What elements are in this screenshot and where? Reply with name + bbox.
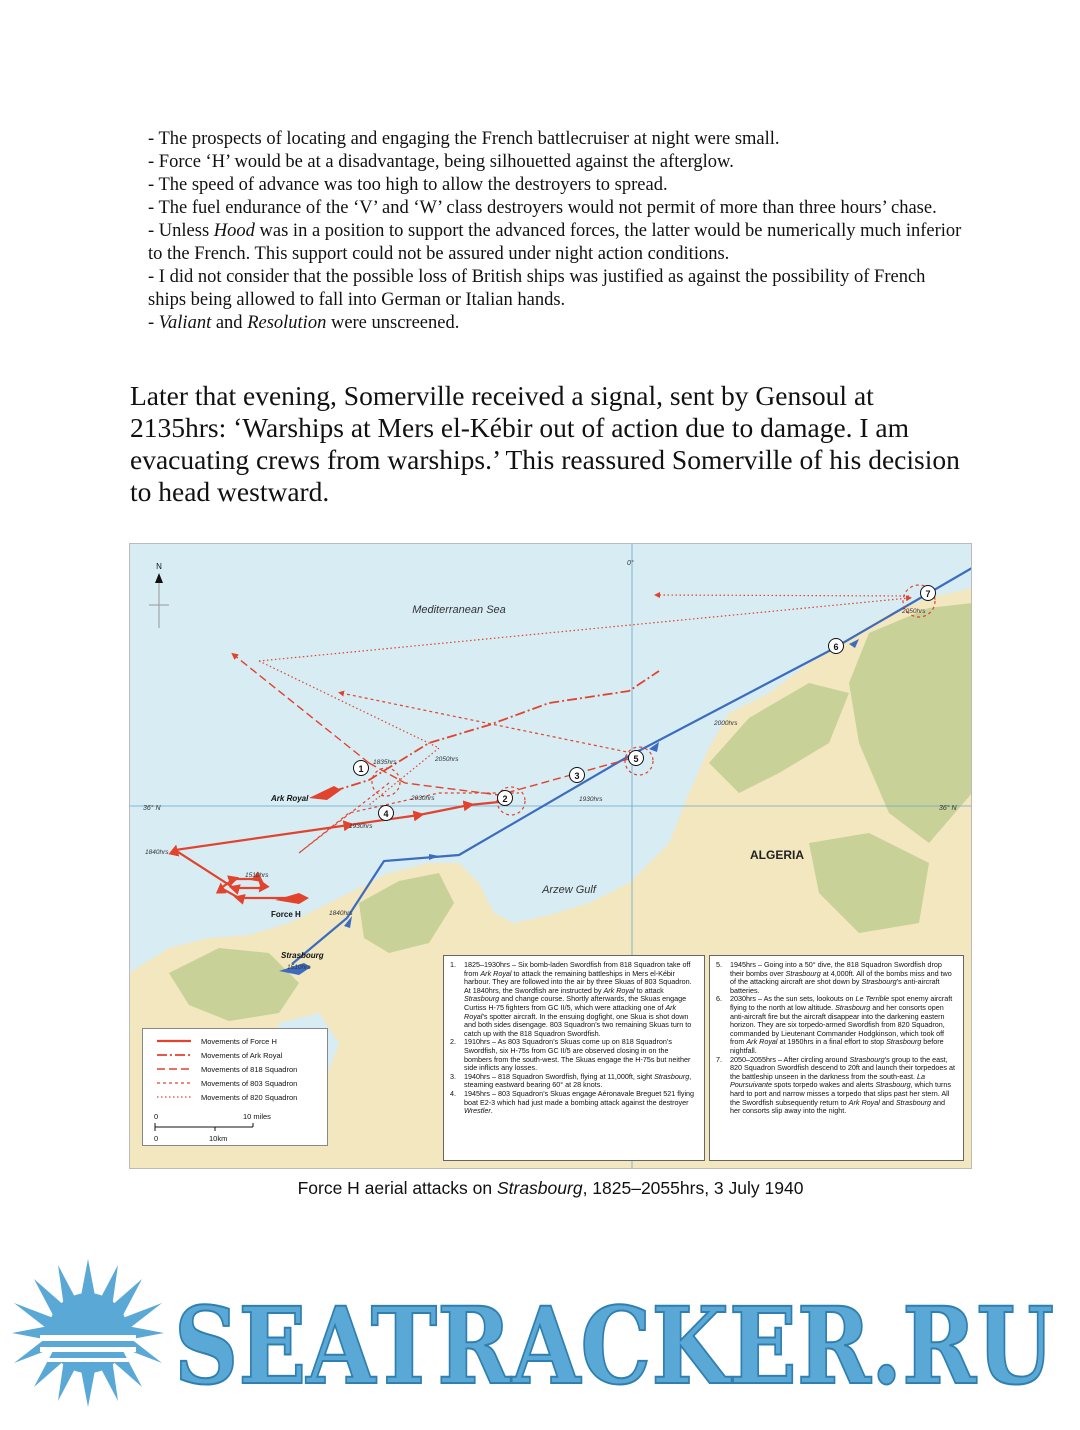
scale-label: 0: [154, 1112, 159, 1121]
note-text: 1945hrs – Going into a 50° dive, the 818 Squadron Swordfish drop their bombs over Strasbourg at 4,000ft. All of the bombs miss and two of the attacking aircraft are shot down by Strasbourg’s anti-aircraft batteries.: [730, 960, 952, 995]
watermark-logo: [0, 1255, 1080, 1425]
time-label: 1510hrs: [287, 964, 311, 971]
legend-label: Movements of Force H: [201, 1037, 277, 1046]
note-number: 6.: [716, 994, 722, 1004]
legend-label: Movements of 820 Squadron: [201, 1093, 298, 1102]
time-label: 1930hrs: [579, 796, 603, 803]
body-paragraph: Later that evening, Somerville received a signal, sent by Gensoul at 2135hrs: ‘Warships at Mers el-Kébir out of action due to damage. I am evacuating crews from warships.’ This reassured Somerville of his decision to head westward.: [130, 380, 960, 507]
scale-label: 10km: [209, 1134, 228, 1143]
note-number: 2.: [450, 1037, 456, 1047]
bullet-item: - Unless Hood was in a position to support the advanced forces, the latter would be numerically much inferior to the French. This support could not be assured under night action conditions.: [148, 221, 962, 264]
marker-number: 1: [358, 764, 364, 774]
bullet-item: - I did not consider that the possible loss of British ships was justified as against the possibility of French ships being allowed to fall into German or Italian hands.: [148, 267, 926, 310]
sun-icon: [12, 1259, 164, 1407]
map-legend: [142, 1028, 328, 1146]
notes-right: [709, 955, 964, 1161]
note-item: [716, 961, 957, 995]
note-number: 4.: [450, 1088, 456, 1098]
time-label: 2000hrs: [714, 720, 738, 727]
force-h-label: Force H: [271, 910, 301, 919]
legend-label: Movements of 818 Squadron: [201, 1065, 298, 1074]
north-label: N: [156, 562, 162, 571]
marker-number: 3: [574, 771, 580, 781]
latitude-label: 36° N: [939, 805, 957, 812]
longitude-label: 0°: [627, 560, 634, 567]
marker-5: [629, 751, 644, 766]
notes-left: [443, 955, 705, 1161]
country-label: ALGERIA: [750, 848, 804, 862]
marker-2: [498, 791, 513, 806]
note-text: 1825–1930hrs – Six bomb-laden Swordfish from 818 Squadron take off from Ark Royal to attack the remaining battleships in Mers el-Kébir harbour. They are followed into the air by three Skuas of 803 Squadron. At 1840hrs, the Swordfish are instructed by Ark Royal to attack Strasbourg and change course. Shortly afterwards, the Skuas engage Curtiss H-75 fighters from GC II/5, which were attacking one of Ark Royal’s spotter aircraft. In the ensuing dogfight, one Skua is shot down and both sides disengage. 803 Squadron’s two remaining Skuas turn to catch up with the 818 Squadron Swordfish.: [464, 960, 692, 1038]
bullet-item: - The fuel endurance of the ‘V’ and ‘W’ class destroyers would not permit of more than three hours’ chase.: [148, 198, 937, 218]
note-number: 3.: [450, 1071, 456, 1081]
figure-caption: Force H aerial attacks on Strasbourg, 1825–2055hrs, 3 July 1940: [297, 1178, 804, 1198]
marker-1: [354, 761, 369, 776]
note-text: 1945hrs – 803 Squadron’s Skuas engage Aéronavale Breguet 521 flying boat E2-3 which had just made a bombing attack against the destroyer Wrestler.: [464, 1088, 695, 1116]
scale-label: 10 miles: [243, 1112, 271, 1121]
legend-svg: [143, 1029, 329, 1147]
legend-label: Movements of Ark Royal: [201, 1051, 283, 1060]
note-item: [450, 1073, 698, 1090]
gulf-label: Arzew Gulf: [542, 884, 596, 896]
watermark-text: SEATRACKER.RU: [174, 1283, 1054, 1408]
note-text: 2030hrs – As the sun sets, lookouts on Le Terrible spot enemy aircraft flying to the north at low altitude. Strasbourg and her consorts open anti-aircraft fire but the aircraft disappear into the darkening eastern horizon. They are six torpedo-armed Swordfish from 820 Squadron, commanded by Lieutenant Commander Hodgkinson, which took off from Ark Royal at 1950hrs in a final effort to stop Strasbourg before nightfall.: [730, 994, 953, 1055]
marker-7: [921, 586, 936, 601]
note-item: [716, 1056, 957, 1116]
quoted-reasons-list: [148, 128, 968, 335]
note-item: [450, 1038, 698, 1072]
marker-number: 5: [633, 754, 639, 764]
time-label: 1840hrs: [329, 910, 353, 917]
marker-number: 4: [383, 809, 389, 819]
marker-6: [829, 639, 844, 654]
time-label: 2050hrs: [902, 608, 926, 615]
bullet-item: - The prospects of locating and engaging the French battlecruiser at night were small.: [148, 129, 780, 149]
note-text: 2050–2055hrs – After circling around Strasbourg’s group to the east, 820 Squadron Swordfish descend to 20ft and launch their torpedoes at the battleship unseen in the darkness from the south-east. La Poursuivante spots torpedo wakes and alerts Strasbourg, which turns hard to port and narrow misses a torpedo that slips past her stern. All the Swordfish subsequently return to Ark Royal and Strasbourg and her consorts slip away into the night.: [730, 1054, 955, 1116]
strasbourg-label: Strasbourg: [281, 951, 324, 960]
note-number: 1.: [450, 960, 456, 969]
note-number: 7.: [716, 1054, 722, 1064]
time-label: 2030hrs: [411, 795, 435, 802]
note-text: 1940hrs – 818 Squadron Swordfish, flying at 11,000ft, sight Strasbourg, steaming eastward bearing 60° at 28 knots.: [464, 1071, 692, 1090]
note-item: [716, 995, 957, 1055]
marker-4: [379, 806, 394, 821]
note-number: 5.: [716, 960, 722, 969]
time-label: 1930hrs: [349, 823, 373, 830]
note-item: [450, 961, 698, 1038]
marker-number: 7: [925, 589, 931, 599]
note-item: [450, 1090, 698, 1116]
legend-label: Movements of 803 Squadron: [201, 1079, 298, 1088]
map-figure: [129, 543, 972, 1169]
marker-number: 6: [833, 642, 839, 652]
time-label: 2050hrs: [435, 756, 459, 763]
latitude-label: 36° N: [143, 805, 161, 812]
time-label: 1510hrs: [245, 872, 269, 879]
bullet-item: - The speed of advance was too high to allow the destroyers to spread.: [148, 175, 668, 195]
marker-number: 2: [502, 794, 508, 804]
bullet-item: - Valiant and Resolution were unscreened.: [148, 313, 460, 333]
bullet-item: - Force ‘H’ would be at a disadvantage, being silhouetted against the afterglow.: [148, 152, 734, 172]
sea-label: Mediterranean Sea: [412, 604, 506, 616]
watermark-svg: [0, 1255, 1080, 1425]
marker-3: [570, 768, 585, 783]
note-text: 1910hrs – As 803 Squadron’s Skuas come up on 818 Squadron’s Swordfish, six H-75s from GC II/5 are observed closing in on the bombers from the south-west. The Skuas engage the H-75s but neither side inflicts any losses.: [464, 1037, 691, 1073]
time-label: 1835hrs: [373, 759, 397, 766]
scale-label: 0: [154, 1134, 159, 1143]
ark-royal-label: Ark Royal: [271, 794, 309, 803]
time-label: 1840hrs: [145, 849, 169, 856]
